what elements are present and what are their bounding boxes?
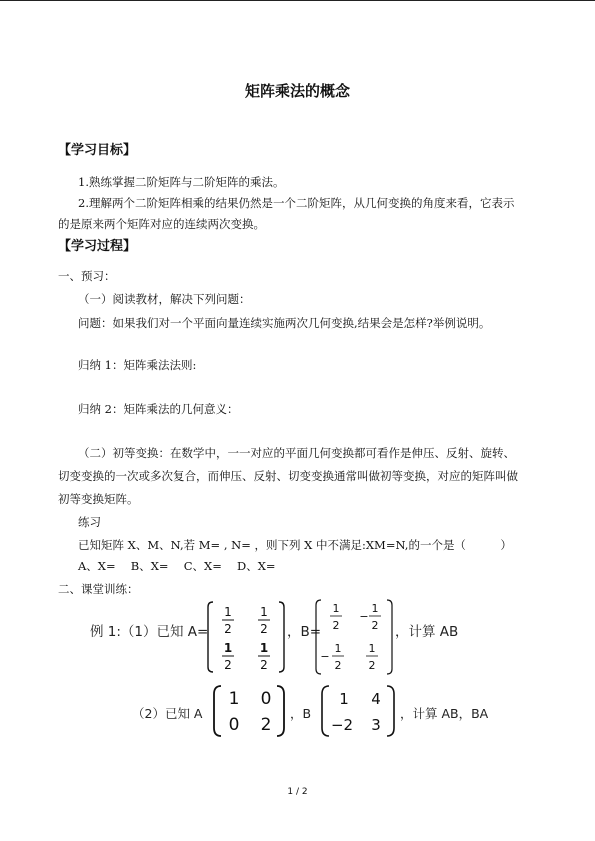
example-1-suffix: ，计算 AB (395, 624, 459, 640)
matrix-b-cell-2-1: 1 (334, 642, 342, 655)
goal-item-2-continued: 的是原来两个矩阵对应的连续两次变换。 (58, 217, 265, 231)
matrix-a-cell-2-2: 1 (259, 641, 269, 655)
matrix-b2-cell-1-1: 1 (339, 690, 349, 708)
matrix-b2-cell-1-2: 4 (371, 690, 381, 708)
preview-heading: 一、预习： (58, 269, 116, 283)
matrix-a-fractions (206, 600, 286, 674)
svg-text:2: 2 (334, 659, 342, 672)
elementary-transform-line-3: 初等变换矩阵。 (58, 492, 139, 506)
svg-text:2: 2 (260, 622, 268, 636)
matrix-b-cell-1-1: 1 (332, 602, 340, 615)
svg-text:2: 2 (224, 658, 232, 672)
example-2-mid: ，B (290, 706, 312, 721)
matrix-a-cell-1-1: 1 (224, 605, 232, 619)
matrix-b-cell-2-2: 1 (368, 642, 376, 655)
matrix-a-cell-1-2: 1 (260, 605, 268, 619)
matrix-b-fractions (314, 598, 394, 676)
process-heading: 【学习过程】 (58, 239, 137, 254)
matrix-a2 (212, 684, 286, 738)
matrix-a2-cell-2-2: 2 (260, 715, 272, 735)
preview-question: 问题：如果我们对一个平面向量连续实施两次几何变换,结果会是怎样?举例说明。 (78, 316, 491, 330)
svg-text:2: 2 (368, 659, 376, 672)
matrix-b2-cell-2-2: 3 (371, 716, 381, 734)
svg-text:2: 2 (224, 622, 232, 636)
example-1-mid: ，B= (287, 624, 322, 640)
svg-text:2: 2 (371, 619, 379, 632)
goal-item-2: 2.理解两个二阶矩阵相乘的结果仍然是一个二阶矩阵，从几何变换的角度来看，它表示 (78, 196, 515, 210)
elementary-transform-line-2: 切变变换的一次或多次复合，而伸压、反射、切变变换通常叫做初等变换，对应的矩阵叫做 (58, 469, 518, 483)
matrix-b-cell-1-2-sign: − (359, 610, 369, 623)
matrix-a-cell-2-1: 1 (223, 641, 233, 655)
svg-text:2: 2 (332, 619, 340, 632)
page-top-rule (0, 0, 595, 1)
matrix-b2 (320, 684, 396, 738)
matrix-b-cell-1-2: 1 (371, 602, 379, 615)
matrix-b2-cell-2-1: −2 (330, 716, 354, 734)
practice-label: 练习 (78, 515, 101, 529)
example-2-prefix: （2）已知 A (132, 706, 203, 721)
preview-subsection-1: （一）阅读教材，解决下列问题： (78, 292, 251, 306)
page-title: 矩阵乘法的概念 (244, 82, 350, 100)
goal-item-1: 1.熟练掌握二阶矩阵与二阶矩阵的乘法。 (78, 175, 285, 189)
matrix-a2-cell-1-2: 0 (260, 689, 272, 709)
summary-1: 归纳 1：矩阵乘法法则: (78, 358, 197, 372)
practice-question: 已知矩阵 X、M、N,若 M= , N= ，则下列 X 中不满足:XM=N,的一个是（ ） (78, 538, 512, 552)
summary-2: 归纳 2：矩阵乘法的几何意义： (78, 402, 239, 416)
practice-options: A、X= B、X= C、X= D、X= (78, 559, 276, 573)
example-1-prefix: 例 1:（1）已知 A= (90, 624, 209, 640)
elementary-transform-line-1: （二）初等变换：在数学中，一一对应的平面几何变换都可看作是伸压、反射、旋转、 (78, 446, 515, 460)
example-2-suffix: ，计算 AB，BA (400, 706, 489, 721)
matrix-b-cell-2-1-sign: − (320, 650, 330, 663)
goals-heading: 【学习目标】 (58, 143, 137, 158)
training-heading: 二、课堂训练： (58, 582, 139, 596)
svg-text:2: 2 (260, 658, 268, 672)
matrix-a2-cell-1-1: 1 (228, 689, 240, 709)
page-number: 1 / 2 (287, 787, 308, 797)
matrix-a2-cell-2-1: 0 (228, 715, 240, 735)
